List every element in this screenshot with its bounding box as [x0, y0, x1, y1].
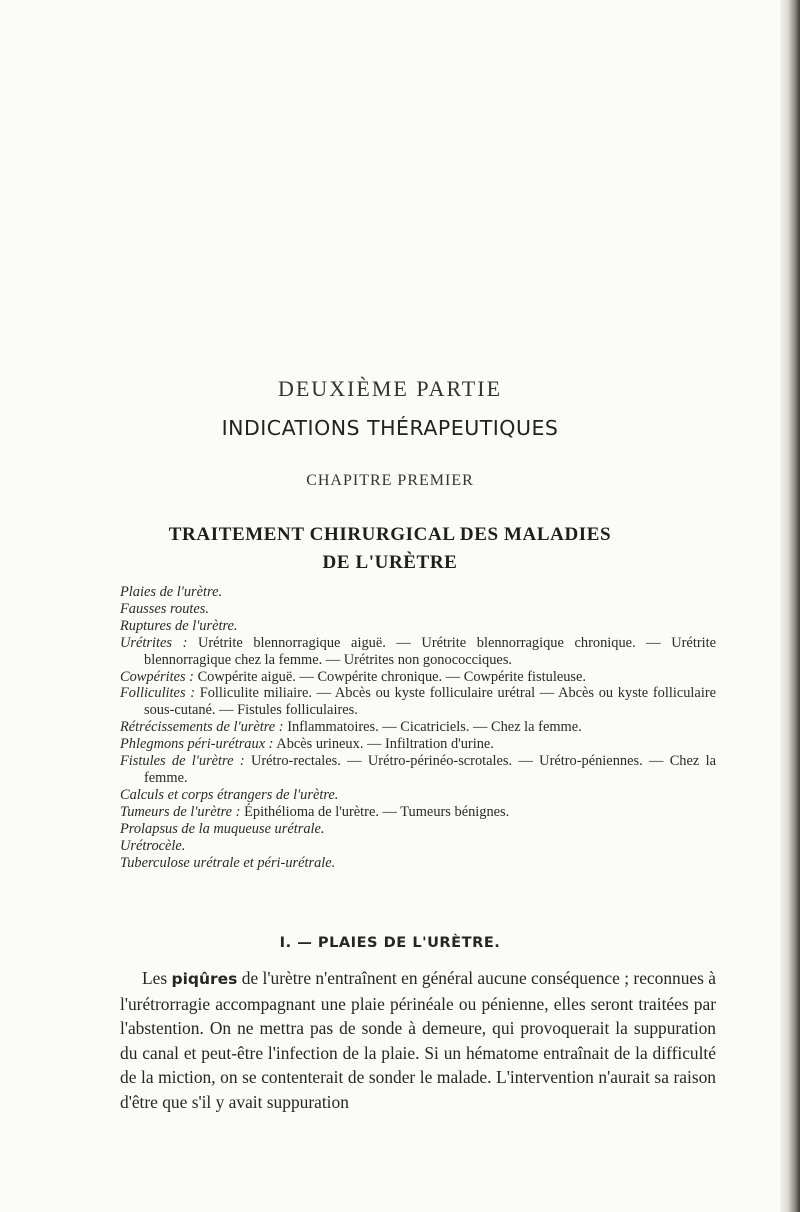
body-text — [120, 966, 716, 1115]
summary-entry — [120, 618, 716, 635]
summary-entry — [120, 821, 716, 838]
summary-entry-title: Tuberculose urétrale et péri-urétrale. — [120, 854, 336, 871]
summary-entry — [120, 601, 716, 618]
summary-entry-title: Plaies de l'urètre. — [120, 584, 223, 600]
part-heading: DEUXIÈME PARTIE — [277, 376, 503, 401]
summary-entry-title: Ruptures de l'urètre. — [120, 617, 238, 634]
summary-entry-title: Prolapsus de la muqueuse urétrale. — [120, 820, 325, 837]
chapter-title-line-2: DE L'URÈTRE — [322, 552, 458, 573]
chapter-title — [0, 521, 780, 577]
summary-entry-detail: Cowpérite aiguë. — Cowpérite chronique. — Cowpérite fistuleuse. — [197, 668, 587, 685]
chapter-heading: CHAPITRE PREMIER — [306, 472, 474, 489]
summary-entry — [120, 787, 716, 804]
summary-entry-title: Fausses routes. — [120, 600, 210, 617]
paragraph-rest: de l'urètre n'entraînent en général aucune conséquence ; reconnues à l'urétrorragie accompagnant une plaie périnéale ou pénienne, elles seront traitées par l'abstention. On ne mettra pas de sonde à demeure, qui provoquerait la suppuration du canal et peut-être l'infection de la plaie. Si un hématome entraînait de la difficulté de la miction, on se contenterait de sonder le malade. L'intervention n'aurait sa raison d'être que s'il y avait suppuration — [120, 968, 716, 1112]
summary-entry-detail: Abcès urineux. — Infiltration d'urine. — [276, 736, 494, 753]
summary-entry-title: Calculs et corps étrangers de l'urètre. — [120, 786, 339, 803]
summary-entry-title: Tumeurs de l'urètre : — [120, 803, 241, 820]
chapter-summary — [120, 584, 716, 871]
summary-entry — [120, 719, 716, 736]
paragraph — [120, 966, 716, 1115]
summary-entry-title: Rétrécissements de l'urètre : — [120, 719, 284, 736]
summary-entry-detail: Urétrite blennorragique aiguë. — Urétrite blennorragique chronique. — Urétrite blennorragique chez la femme. — Urétrites non gonococciques. — [144, 634, 716, 668]
paragraph-start: Les — [142, 968, 168, 988]
summary-entry — [120, 736, 716, 753]
section-heading: I. — PLAIES DE L'URÈTRE. — [279, 934, 501, 951]
summary-entry-detail: Urétro-rectales. — Urétro-périnéo-scrotales. — Urétro-péniennes. — Chez la femme. — [144, 753, 716, 786]
summary-entry-title: Phlegmons péri-urétraux : — [120, 736, 274, 753]
page-edge-shadow — [780, 0, 800, 1212]
summary-entry — [120, 855, 716, 872]
summary-entry — [120, 635, 716, 669]
summary-entry-title: Cowpérites : — [120, 668, 194, 685]
summary-entry-title: Urétrocèle. — [120, 837, 186, 854]
paragraph-keyword: piqûres — [171, 970, 238, 988]
chapter-title-line-1: TRAITEMENT CHIRURGICAL DES MALADIES — [168, 524, 612, 545]
summary-entry-title: Urétrites : — [120, 634, 188, 651]
summary-entry — [120, 804, 716, 821]
summary-entry-title: Fistules de l'urètre : — [120, 753, 245, 770]
summary-entry — [120, 753, 716, 787]
summary-entry-detail: Inflammatoires. — Cicatriciels. — Chez la femme. — [287, 719, 582, 736]
summary-entry-detail: Épithélioma de l'urètre. — Tumeurs bénignes. — [244, 803, 510, 820]
summary-entry — [120, 584, 716, 601]
indications-heading: INDICATIONS THÉRAPEUTIQUES — [221, 416, 559, 440]
summary-entry — [120, 685, 716, 719]
summary-entry — [120, 669, 716, 686]
summary-entry — [120, 838, 716, 855]
summary-entry-title: Folliculites : — [120, 685, 196, 702]
summary-entry-detail: Folliculite miliaire. — Abcès ou kyste folliculaire urétral — Abcès ou kyste folliculaire sous-cutané. — Fistules folliculaires. — [144, 685, 716, 719]
